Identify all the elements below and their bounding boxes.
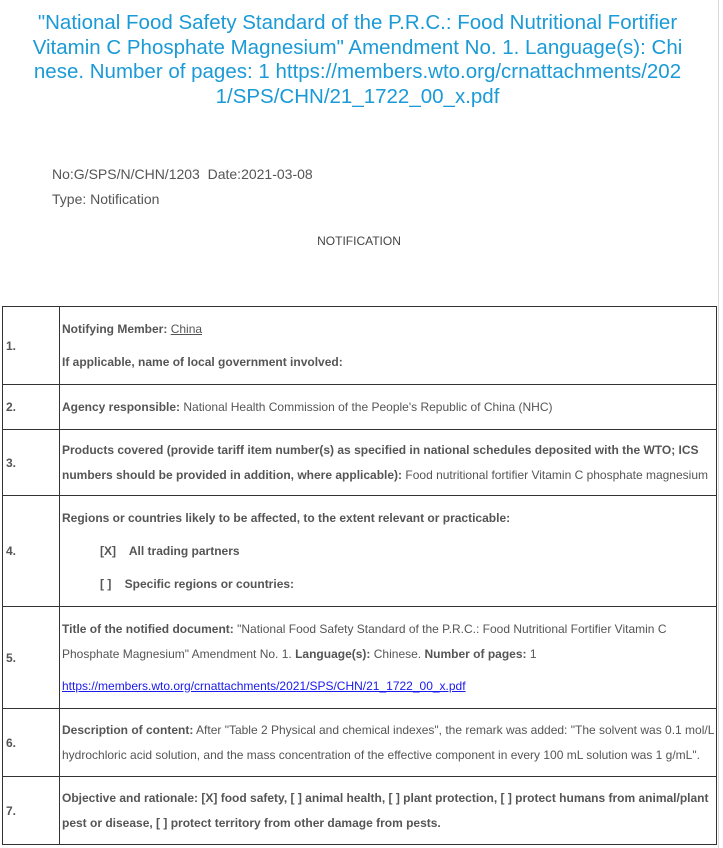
objective-rationale: Objective and rationale: [X] food safety, [ ] animal health, [ ] plant protection, [ ] protect humans from animal/plant pest or disease, [ ] protect territory from other damage from pests. — [62, 790, 709, 830]
page-title: "National Food Safety Standard of the P.R.C.: Food Nutritional Fortifier Vitamin C Phosphate Magnesium" Amendment No. 1. Language(s): Chinese. Number of pages: 1 https://members.wto.org/crnattachments/2021/SPS/CHN/21_1722_00_x.pdf — [32, 11, 683, 108]
document-title-value: "National Food Safety Standard of the P.R.C.: Food Nutritional Fortifier Vitamin C Phosphate Magnesium" Amendment No. 1. — [62, 621, 667, 661]
notifying-member-label: Notifying Member: — [62, 321, 168, 336]
language-value: Chinese. — [373, 646, 422, 661]
row-content — [60, 496, 717, 607]
notifying-member-value[interactable]: China — [170, 321, 203, 336]
row-number: 4. — [3, 496, 60, 607]
row-number: 1. — [3, 307, 60, 385]
row-number: 2. — [3, 385, 60, 430]
notification-heading: NOTIFICATION — [317, 234, 401, 248]
products-covered-value: Food nutritional fortifier Vitamin C phosphate magnesium — [405, 467, 708, 482]
document-title-label: Title of the notified document: — [62, 621, 234, 636]
pages-value: 1 — [529, 646, 537, 661]
row-content — [60, 777, 717, 845]
specific-regions-option: [ ] Specific regions or countries: — [100, 576, 295, 591]
notification-number-date: No:G/SPS/N/CHN/1203 Date:2021-03-08 — [52, 166, 313, 182]
table-row-2 — [3, 385, 717, 430]
description-value: After "Table 2 Physical and chemical indexes", the remark was added: "The solvent was 0.1 mol/L hydrochloric acid solution, and the mass concentration of the effective component in every 100 mL solution was 1 g/mL". — [62, 722, 714, 762]
products-covered-label: Products covered (provide tariff item number(s) as specified in national schedules deposited with the WTO; ICS numbers should be provided in addition, where applicable): — [62, 442, 699, 482]
regions-label: Regions or countries likely to be affected, to the extent relevant or practicable: — [62, 510, 511, 525]
table-row-3 — [3, 430, 717, 496]
row-content — [60, 307, 717, 385]
row-number: 3. — [3, 430, 60, 496]
row-number: 5. — [3, 607, 60, 709]
table-row-4 — [3, 496, 717, 607]
notification-type: Type: Notification — [52, 191, 160, 207]
local-government-label: If applicable, name of local government involved: — [62, 354, 343, 369]
row-number: 7. — [3, 777, 60, 845]
all-trading-partners-option: [X] All trading partners — [100, 543, 240, 558]
language-label: Language(s): — [295, 646, 371, 661]
agency-label: Agency responsible: — [62, 399, 181, 414]
row-content — [60, 607, 717, 709]
table-row-5 — [3, 607, 717, 709]
table-row-1 — [3, 307, 717, 385]
row-content — [60, 385, 717, 430]
notification-table — [2, 306, 717, 845]
table-row-6 — [3, 709, 717, 777]
row-number: 6. — [3, 709, 60, 777]
agency-value: National Health Commission of the People's Republic of China (NHC) — [183, 399, 553, 414]
document-link[interactable]: https://members.wto.org/crnattachments/2021/SPS/CHN/21_1722_00_x.pdf — [62, 678, 466, 693]
row-content — [60, 709, 717, 777]
pages-label: Number of pages: — [424, 646, 527, 661]
page-right-border — [718, 0, 719, 848]
table-row-7 — [3, 777, 717, 845]
row-content — [60, 430, 717, 496]
description-label: Description of content: — [62, 722, 194, 737]
